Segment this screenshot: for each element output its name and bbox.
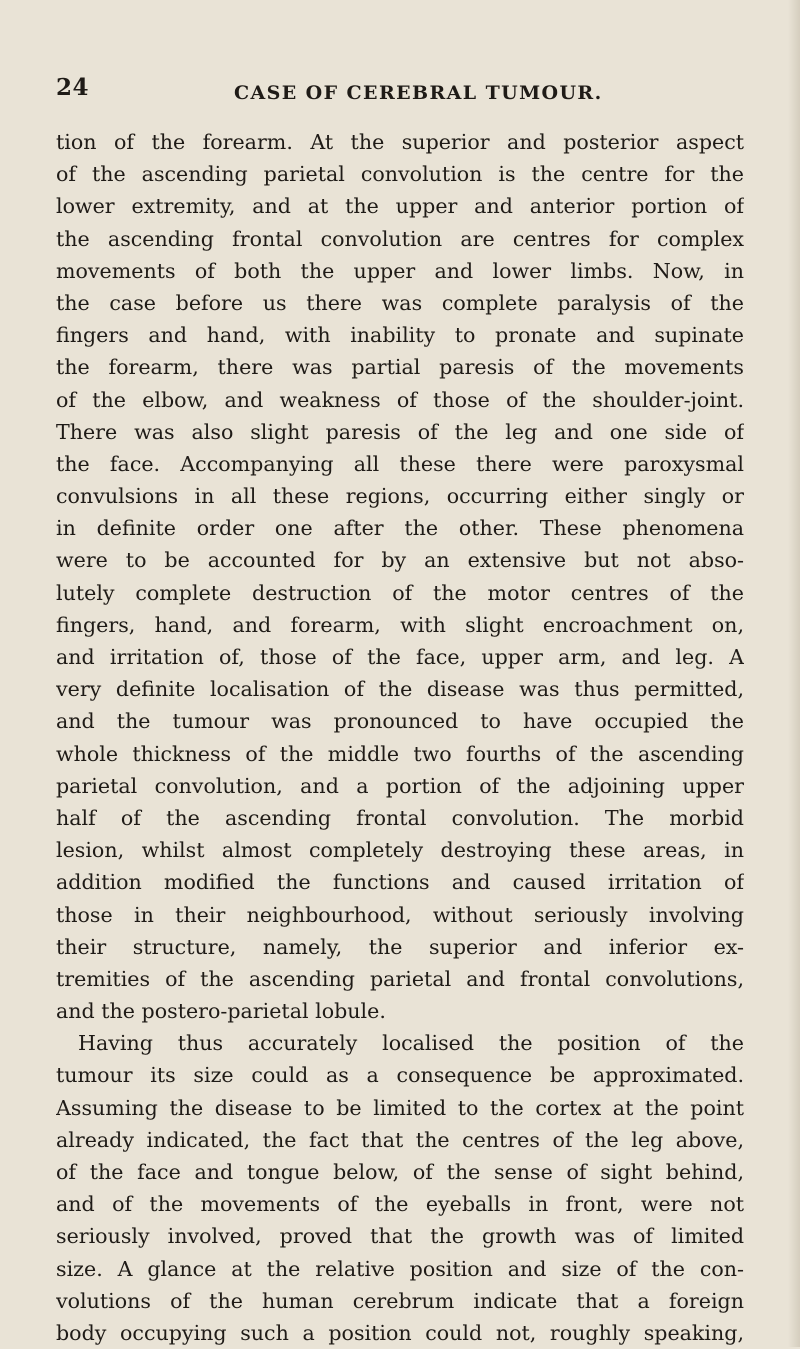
text-line: and of the movements of the eyeballs in front, were not <box>56 1192 744 1217</box>
text-line: lesion, whilst almost completely destroying these areas, in <box>56 838 744 863</box>
text-line: tion of the forearm. At the superior and posterior aspect <box>56 130 744 154</box>
text-line: tremities of the ascending parietal and frontal convolutions, <box>56 966 744 991</box>
text-line: of the elbow, and weakness of those of the shoulder-joint. <box>56 387 744 412</box>
text-line: There was also slight paresis of the leg and one side of <box>56 419 744 444</box>
running-title: CASE OF CEREBRAL TUMOUR. <box>234 82 603 104</box>
text-line: body occupying such a position could not, roughly speaking, <box>56 1320 744 1345</box>
text-line: and the tumour was pronounced to have occupied the <box>56 709 744 734</box>
text-line: in definite order one after the other. These phenomena <box>56 516 744 541</box>
text-line: the face. Accompanying all these there were paroxysmal <box>56 451 744 476</box>
text-line: convulsions in all these regions, occurring either singly or <box>56 484 744 509</box>
text-line: of the ascending parietal convolution is the centre for the <box>56 162 744 187</box>
text-line: were to be accounted for by an extensive but not abso- <box>56 548 744 573</box>
text-line: parietal convolution, and a portion of the adjoining upper <box>56 773 744 798</box>
text-line: tumour its size could as a consequence be approximated. <box>56 1063 744 1088</box>
text-line: addition modified the functions and caused irritation of <box>56 870 744 895</box>
text-line: those in their neighbourhood, without seriously involving <box>56 902 744 927</box>
paragraph-start-line: Having thus accurately localised the position of the <box>78 1031 744 1056</box>
page-edge-shadow <box>788 0 800 1347</box>
text-line: their structure, namely, the superior and inferior ex- <box>56 934 744 959</box>
text-line: already indicated, the fact that the centres of the leg above, <box>56 1127 744 1152</box>
text-line: size. A glance at the relative position and size of the con- <box>56 1256 744 1281</box>
text-line: seriously involved, proved that the growth was of limited <box>56 1224 744 1249</box>
text-line: volutions of the human cerebrum indicate that a foreign <box>56 1288 744 1313</box>
text-line: whole thickness of the middle two fourths of the ascending <box>56 741 744 766</box>
running-head <box>56 74 746 108</box>
paragraph-end-line: and the postero-parietal lobule. <box>56 999 386 1024</box>
text-line: and irritation of, those of the face, upper arm, and leg. A <box>56 645 744 669</box>
text-line: lutely complete destruction of the motor centres of the <box>56 580 744 605</box>
text-line: very definite localisation of the disease was thus permitted, <box>56 677 744 702</box>
text-line: fingers, hand, and forearm, with slight encroachment on, <box>56 612 744 637</box>
text-line: the case before us there was complete paralysis of the <box>56 290 744 315</box>
text-line: half of the ascending frontal convolution. The morbid <box>56 805 744 830</box>
text-line: Assuming the disease to be limited to the cortex at the point <box>56 1095 744 1120</box>
text-line: the forearm, there was partial paresis of the movements <box>56 355 744 380</box>
body-text <box>56 126 744 1349</box>
text-line: fingers and hand, with inability to pronate and supinate <box>56 323 744 348</box>
text-line: lower extremity, and at the upper and anterior portion of <box>56 194 744 219</box>
text-line: the ascending frontal convolution are centres for complex <box>56 226 744 251</box>
text-line: of the face and tongue below, of the sense of sight behind, <box>56 1160 744 1184</box>
text-line: movements of both the upper and lower limbs. Now, in <box>56 258 744 283</box>
page-number: 24 <box>56 74 90 101</box>
